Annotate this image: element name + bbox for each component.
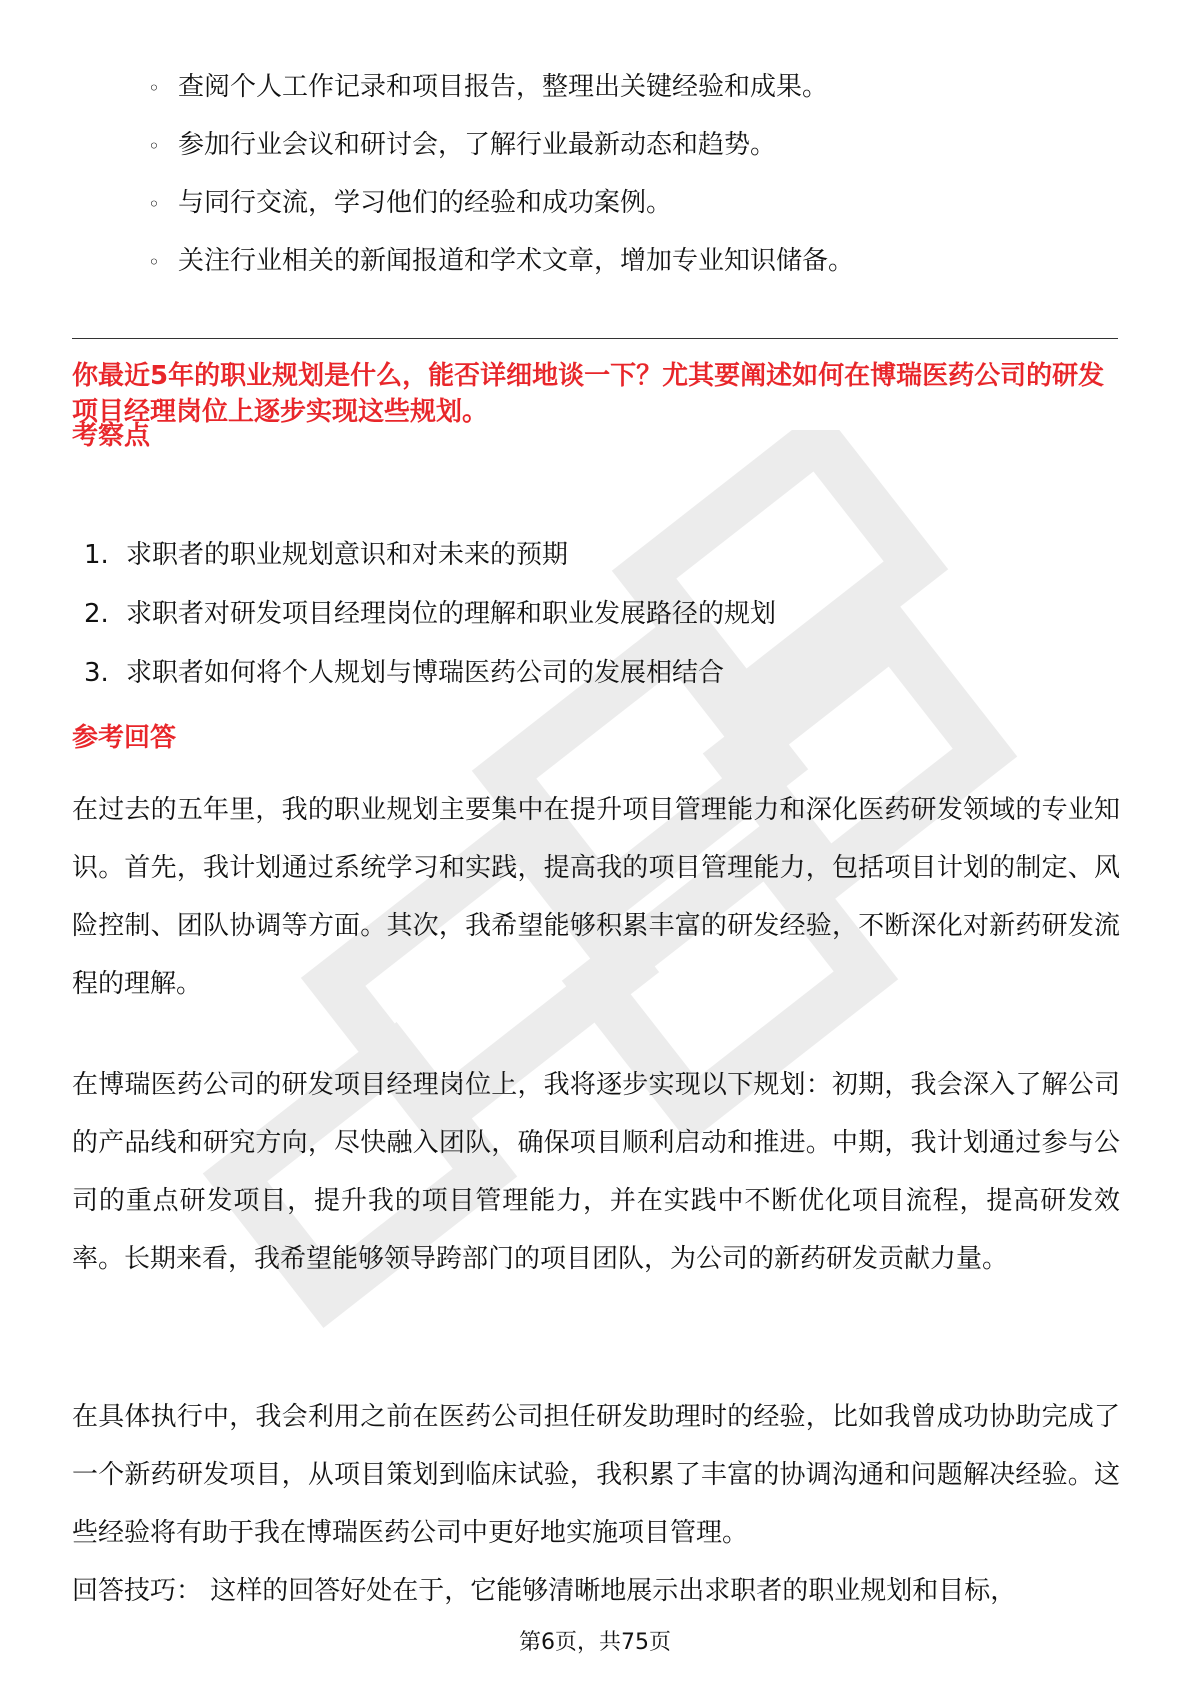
list-item-text: 求职者如何将个人规划与博瑞医药公司的发展相结合 <box>126 657 725 688</box>
section-divider <box>72 338 1118 339</box>
bullet-marker: ◦ <box>148 76 160 100</box>
answer-paragraph: 在过去的五年里，我的职业规划主要集中在提升项目管理能力和深化医药研发领域的专业知识。首先，我计划通过系统学习和实践，提高我的项目管理能力，包括项目计划的制定、风险控制、团队协调等方面。其次，我希望能够积累丰富的研发经验，不断深化对新药研发流程的理解。 <box>72 795 1120 999</box>
page-number-footer: 第6页，共75页 <box>519 1630 671 1655</box>
list-item <box>84 584 1084 643</box>
bullet-list <box>148 58 1108 290</box>
bullet-marker: ◦ <box>148 250 160 274</box>
tips-paragraph: 回答技巧： 这样的回答好处在于，它能够清晰地展示出求职者的职业规划和目标， <box>72 1576 1017 1606</box>
list-item <box>84 525 1084 584</box>
list-item <box>148 116 1108 174</box>
points-title: 考察点 <box>72 421 151 451</box>
list-item <box>148 58 1108 116</box>
answer-paragraph: 在具体执行中，我会利用之前在医药公司担任研发助理时的经验，比如我曾成功协助完成了一个新药研发项目，从项目策划到临床试验，我积累了丰富的协调沟通和问题解决经验。这些经验将有助于我在博瑞医药公司中更好地实施项目管理。 <box>72 1402 1120 1548</box>
answer-title: 参考回答 <box>72 723 177 753</box>
list-item <box>148 232 1108 290</box>
list-number: 2. <box>84 598 109 629</box>
bullet-marker: ◦ <box>148 134 160 158</box>
bullet-marker: ◦ <box>148 192 160 216</box>
list-number: 1. <box>84 539 109 570</box>
list-number: 3. <box>84 657 109 688</box>
list-item-text: 求职者的职业规划意识和对未来的预期 <box>126 539 569 570</box>
question-heading: 你最近5年的职业规划是什么，能否详细地谈一下？尤其要阐述如何在博瑞医药公司的研发项目经理岗位上逐步实现这些规划。 <box>72 361 1105 427</box>
list-item-text: 参加行业会议和研讨会，了解行业最新动态和趋势。 <box>178 130 777 160</box>
list-item <box>148 174 1108 232</box>
list-item-text: 关注行业相关的新闻报道和学术文章，增加专业知识储备。 <box>178 246 855 276</box>
list-item-text: 求职者对研发项目经理岗位的理解和职业发展路径的规划 <box>126 598 777 629</box>
list-item-text: 与同行交流，学习他们的经验和成功案例。 <box>178 188 673 218</box>
list-item-text: 查阅个人工作记录和项目报告，整理出关键经验和成果。 <box>178 72 829 102</box>
points-list <box>84 525 1084 702</box>
answer-paragraph: 在博瑞医药公司的研发项目经理岗位上，我将逐步实现以下规划：初期，我会深入了解公司的产品线和研究方向，尽快融入团队，确保项目顺利启动和推进。中期，我计划通过参与公司的重点研发项目，提升我的项目管理能力，并在实践中不断优化项目流程，提高研发效率。长期来看，我希望能够领导跨部门的项目团队，为公司的新药研发贡献力量。 <box>72 1070 1120 1274</box>
list-item <box>84 643 1084 702</box>
